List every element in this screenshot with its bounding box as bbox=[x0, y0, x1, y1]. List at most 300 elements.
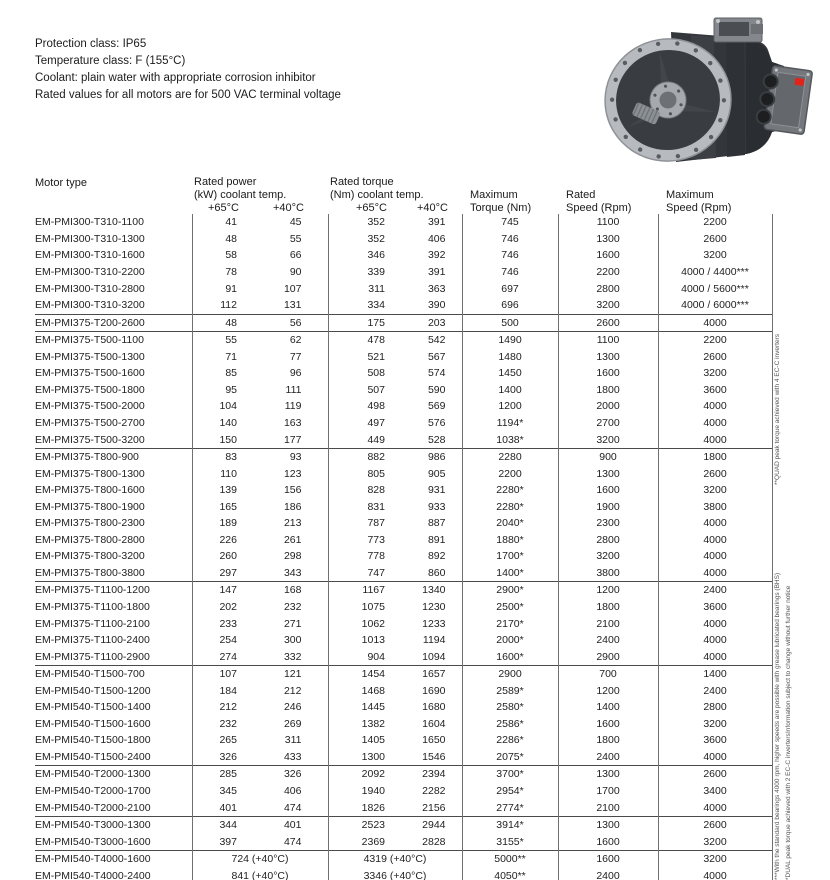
motor-type-cell: EM-PMI375-T200-2600 bbox=[35, 314, 192, 332]
table-row bbox=[35, 666, 772, 683]
motor-type-cell: EM-PMI375-T500-3200 bbox=[35, 433, 145, 446]
value-cell: 107 bbox=[283, 282, 302, 295]
value-cell: 311 bbox=[284, 734, 302, 747]
value-cell: 2156 bbox=[422, 801, 446, 814]
table-row bbox=[35, 732, 772, 749]
value-cell: 345 bbox=[192, 783, 247, 800]
motor-type-cell: EM-PMI540-T4000-2400 bbox=[35, 869, 151, 880]
value-cell: 497 bbox=[328, 415, 395, 432]
value-cell: 4000 bbox=[658, 432, 772, 449]
col-header-max-torque-1: Maximum bbox=[470, 188, 518, 201]
value-cell: 1194* bbox=[462, 415, 558, 432]
col-header-torque-40: +40°C bbox=[416, 201, 448, 214]
value-cell: 1075 bbox=[328, 599, 395, 616]
value-cell: 297 bbox=[192, 565, 247, 582]
value-cell: 2200 bbox=[658, 332, 772, 349]
value-cell: 449 bbox=[328, 432, 395, 449]
motor-type-cell: EM-PMI540-T1500-1400 bbox=[35, 701, 151, 714]
table-row bbox=[35, 314, 772, 332]
value-cell: 2900* bbox=[462, 582, 558, 599]
value-cell: 2828 bbox=[422, 835, 446, 848]
table-row bbox=[35, 281, 772, 298]
value-cell: 2586* bbox=[462, 716, 558, 733]
value-cell: 2589* bbox=[462, 683, 558, 700]
value-cell: 528 bbox=[427, 433, 446, 446]
value-cell: 2600 bbox=[658, 817, 772, 834]
col-header-rated-speed-2: Speed (Rpm) bbox=[566, 201, 632, 214]
value-cell: 1600 bbox=[558, 482, 658, 499]
value-cell: 177 bbox=[283, 433, 302, 446]
value-cell: 392 bbox=[427, 249, 446, 262]
table-row bbox=[35, 649, 772, 666]
table-row bbox=[35, 683, 772, 700]
value-cell: 905 bbox=[427, 467, 446, 480]
value-cell: 300 bbox=[283, 634, 302, 647]
value-cell: 3200 bbox=[658, 716, 772, 733]
value-cell: 2523 bbox=[328, 817, 395, 834]
value-cell: 1480 bbox=[462, 349, 558, 366]
value-cell: 1680 bbox=[422, 701, 446, 714]
value-cell: 773 bbox=[328, 532, 395, 549]
motor-type-cell: EM-PMI375-T800-3800 bbox=[35, 566, 145, 579]
value-cell: 326 bbox=[247, 766, 328, 783]
value-cell: 3600 bbox=[658, 732, 772, 749]
value-cell: 203 bbox=[395, 314, 462, 332]
value-cell: 2800 bbox=[558, 532, 658, 549]
value-cell: 71 bbox=[192, 349, 247, 366]
value-cell: 66 bbox=[289, 249, 302, 262]
value-cell: 2600 bbox=[558, 314, 658, 332]
value-cell: 269 bbox=[283, 717, 302, 730]
value-cell: 2000* bbox=[462, 632, 558, 649]
value-cell: 3200 bbox=[658, 834, 772, 851]
value-cell: 4000 / 4400*** bbox=[658, 264, 772, 281]
value-cell: 78 bbox=[192, 264, 247, 281]
value-cell: 724 (+40°C) bbox=[192, 851, 328, 868]
value-cell: 590 bbox=[427, 383, 446, 396]
value-cell: 696 bbox=[462, 297, 558, 314]
value-cell: 131 bbox=[283, 299, 302, 312]
table-row bbox=[35, 851, 772, 868]
value-cell: 93 bbox=[247, 449, 328, 466]
col-header-rated-speed-1: Rated bbox=[566, 188, 596, 201]
value-cell: 343 bbox=[283, 566, 302, 579]
value-cell: 1490 bbox=[462, 332, 558, 349]
value-cell: 478 bbox=[328, 332, 395, 349]
motor-type-cell: EM-PMI375-T1100-2100 bbox=[35, 617, 150, 630]
table-row bbox=[35, 783, 772, 800]
value-cell: 62 bbox=[247, 332, 328, 349]
value-cell: 2500* bbox=[462, 599, 558, 616]
value-cell: 2800 bbox=[558, 281, 658, 298]
value-cell: 1546 bbox=[422, 750, 446, 763]
value-cell: 567 bbox=[427, 350, 446, 363]
value-cell: 96 bbox=[289, 367, 302, 380]
value-cell: 4000 bbox=[658, 868, 772, 880]
motor-type-cell: EM-PMI375-T1100-1200 bbox=[35, 582, 192, 599]
motor-type-cell: EM-PMI540-T2000-1700 bbox=[35, 784, 151, 797]
value-cell: 887 bbox=[427, 517, 446, 530]
value-cell: 2286* bbox=[462, 732, 558, 749]
value-cell: 1400* bbox=[462, 565, 558, 582]
value-cell: 1657 bbox=[395, 666, 462, 683]
value-cell: 4000 bbox=[658, 548, 772, 565]
table-row bbox=[35, 382, 772, 399]
value-cell: 931 bbox=[427, 484, 446, 497]
table-row bbox=[35, 749, 772, 766]
motor-type-cell: EM-PMI375-T500-1600 bbox=[35, 367, 145, 380]
value-cell: 4000 bbox=[658, 314, 772, 332]
value-cell: 787 bbox=[328, 515, 395, 532]
col-header-power-40: +40°C bbox=[272, 201, 304, 214]
value-cell: 1600 bbox=[558, 716, 658, 733]
value-cell: 150 bbox=[192, 432, 247, 449]
table-row bbox=[35, 515, 772, 532]
value-cell: 1600 bbox=[558, 247, 658, 264]
value-cell: 226 bbox=[192, 532, 247, 549]
value-cell: 1700 bbox=[558, 783, 658, 800]
value-cell: 3200 bbox=[558, 432, 658, 449]
table-row bbox=[35, 532, 772, 549]
motor-type-cell: EM-PMI540-T3000-1300 bbox=[35, 817, 192, 834]
value-cell: 1300 bbox=[558, 349, 658, 366]
value-cell: 1038* bbox=[462, 432, 558, 449]
col-header-max-speed-2: Speed (Rpm) bbox=[666, 201, 732, 214]
motor-type-cell: EM-PMI375-T500-2000 bbox=[35, 400, 145, 413]
value-cell: 2092 bbox=[328, 766, 395, 783]
value-cell: 104 bbox=[192, 398, 247, 415]
value-cell: 346 bbox=[328, 247, 395, 264]
value-cell: 1600 bbox=[558, 851, 658, 868]
value-cell: 904 bbox=[328, 649, 395, 666]
motor-type-cell: EM-PMI300-T310-1100 bbox=[35, 216, 144, 229]
value-cell: 3200 bbox=[658, 365, 772, 382]
value-cell: 212 bbox=[283, 684, 302, 697]
motor-type-cell: EM-PMI540-T2000-1300 bbox=[35, 766, 192, 783]
value-cell: 500 bbox=[462, 314, 558, 332]
value-cell: 110 bbox=[192, 466, 247, 483]
value-cell: 474 bbox=[283, 801, 302, 814]
value-cell: 1600 bbox=[558, 834, 658, 851]
value-cell: 1800 bbox=[558, 599, 658, 616]
value-cell: 508 bbox=[328, 365, 395, 382]
value-cell: 860 bbox=[427, 566, 446, 579]
motor-type-cell: EM-PMI540-T1500-700 bbox=[35, 666, 192, 683]
table-row bbox=[35, 766, 772, 783]
value-cell: 119 bbox=[284, 400, 302, 413]
value-cell: 90 bbox=[289, 266, 302, 279]
value-cell: 85 bbox=[192, 365, 247, 382]
motor-type-cell: EM-PMI540-T4000-1600 bbox=[35, 851, 192, 868]
value-cell: 2200 bbox=[558, 264, 658, 281]
value-cell: 165 bbox=[192, 499, 247, 516]
value-cell: 274 bbox=[192, 649, 247, 666]
value-cell: 2400 bbox=[558, 749, 658, 766]
value-cell: 2800 bbox=[658, 699, 772, 716]
value-cell: 3155* bbox=[462, 834, 558, 851]
value-cell: 3400 bbox=[658, 783, 772, 800]
value-cell: 2282 bbox=[422, 784, 446, 797]
value-cell: 3200 bbox=[658, 851, 772, 868]
table-row bbox=[35, 868, 772, 880]
temperature-class-line: Temperature class: F (155°C) bbox=[35, 54, 186, 67]
value-cell: 745 bbox=[462, 214, 558, 231]
value-cell: 186 bbox=[283, 500, 302, 513]
motor-type-cell: EM-PMI375-T1100-2900 bbox=[35, 650, 150, 663]
value-cell: 3200 bbox=[558, 548, 658, 565]
value-cell: 260 bbox=[192, 548, 247, 565]
motor-type-cell: EM-PMI375-T500-1100 bbox=[35, 332, 192, 349]
footnote-information-subject: Information subject to change without further notice bbox=[785, 585, 792, 733]
value-cell: 2000 bbox=[558, 398, 658, 415]
value-cell: 189 bbox=[192, 515, 247, 532]
value-cell: 3914* bbox=[462, 817, 558, 834]
value-cell: 1880* bbox=[462, 532, 558, 549]
table-row bbox=[35, 231, 772, 248]
value-cell: 397 bbox=[192, 834, 247, 851]
table-row bbox=[35, 800, 772, 817]
value-cell: 1400 bbox=[462, 382, 558, 399]
value-cell: 498 bbox=[328, 398, 395, 415]
motor-type-cell: EM-PMI375-T800-2300 bbox=[35, 517, 145, 530]
table-row bbox=[35, 365, 772, 382]
value-cell: 1233 bbox=[422, 617, 446, 630]
value-cell: 233 bbox=[192, 616, 247, 633]
protection-class-line: Protection class: IP65 bbox=[35, 38, 147, 50]
value-cell: 1826 bbox=[328, 800, 395, 817]
value-cell: 2600 bbox=[658, 466, 772, 483]
value-cell: 4000 bbox=[658, 532, 772, 549]
value-cell: 4000 / 5600*** bbox=[658, 281, 772, 298]
value-cell: 390 bbox=[427, 299, 446, 312]
motor-type-cell: EM-PMI540-T1500-1200 bbox=[35, 684, 151, 697]
value-cell: 265 bbox=[192, 732, 247, 749]
value-cell: 521 bbox=[328, 349, 395, 366]
value-cell: 95 bbox=[192, 382, 247, 399]
value-cell: 2400 bbox=[658, 683, 772, 700]
value-cell: 213 bbox=[283, 517, 302, 530]
value-cell: 1800 bbox=[658, 449, 772, 466]
value-cell: 261 bbox=[283, 533, 302, 546]
value-cell: 111 bbox=[285, 383, 302, 396]
value-cell: 3200 bbox=[658, 482, 772, 499]
value-cell: 56 bbox=[247, 314, 328, 332]
table-row bbox=[35, 214, 772, 231]
value-cell: 339 bbox=[328, 264, 395, 281]
value-cell: 986 bbox=[395, 449, 462, 466]
motor-product-photo bbox=[596, 10, 816, 175]
value-cell: 91 bbox=[192, 281, 247, 298]
value-cell: 2200 bbox=[462, 466, 558, 483]
value-cell: 344 bbox=[192, 817, 247, 834]
motor-type-cell: EM-PMI375-T800-1300 bbox=[35, 467, 145, 480]
value-cell: 1094 bbox=[422, 650, 446, 663]
table-row bbox=[35, 834, 772, 851]
value-cell: 433 bbox=[283, 750, 302, 763]
col-header-max-torque-2: Torque (Nm) bbox=[470, 201, 532, 214]
motor-type-cell: EM-PMI375-T800-3200 bbox=[35, 550, 145, 563]
value-cell: 828 bbox=[328, 482, 395, 499]
value-cell: 841 (+40°C) bbox=[192, 868, 328, 880]
value-cell: 2700 bbox=[558, 415, 658, 432]
value-cell: 1454 bbox=[328, 666, 395, 683]
value-cell: 1468 bbox=[328, 683, 395, 700]
value-cell: 891 bbox=[427, 533, 446, 546]
value-cell: 1062 bbox=[328, 616, 395, 633]
value-cell: 406 bbox=[283, 784, 302, 797]
value-cell: 474 bbox=[283, 835, 302, 848]
value-cell: 933 bbox=[427, 500, 446, 513]
value-cell: 3700* bbox=[462, 766, 558, 783]
coolant-line: Coolant: plain water with appropriate corrosion inhibitor bbox=[35, 71, 316, 84]
value-cell: 4000 bbox=[658, 398, 772, 415]
value-cell: 1400 bbox=[558, 699, 658, 716]
table-row bbox=[35, 716, 772, 733]
value-cell: 831 bbox=[328, 499, 395, 516]
value-cell: 746 bbox=[462, 264, 558, 281]
value-cell: 168 bbox=[247, 582, 328, 599]
value-cell: 1604 bbox=[422, 717, 446, 730]
spec-table-body bbox=[35, 214, 772, 880]
value-cell: 140 bbox=[192, 415, 247, 432]
spec-summary bbox=[35, 36, 341, 104]
table-row bbox=[35, 398, 772, 415]
table-row bbox=[35, 432, 772, 449]
motor-spec-table bbox=[35, 176, 773, 880]
value-cell: 882 bbox=[328, 449, 395, 466]
value-cell: 778 bbox=[328, 548, 395, 565]
motor-type-cell: EM-PMI375-T800-1900 bbox=[35, 500, 145, 513]
table-row bbox=[35, 349, 772, 366]
value-cell: 2100 bbox=[558, 616, 658, 633]
value-cell: 4000 bbox=[658, 616, 772, 633]
value-cell: 2944 bbox=[395, 817, 462, 834]
value-cell: 232 bbox=[283, 600, 302, 613]
footnote-dual-peak-torque: *DUAL peak torque achieved with 2 EC-C inverters bbox=[785, 733, 792, 880]
value-cell: 1800 bbox=[558, 382, 658, 399]
value-cell: 2075* bbox=[462, 749, 558, 766]
value-cell: 746 bbox=[462, 231, 558, 248]
rated-values-line: Rated values for all motors are for 500 VAC terminal voltage bbox=[35, 88, 341, 101]
value-cell: 2200 bbox=[658, 214, 772, 231]
value-cell: 2600 bbox=[658, 766, 772, 783]
value-cell: 83 bbox=[192, 449, 247, 466]
table-row bbox=[35, 247, 772, 264]
value-cell: 1300 bbox=[558, 466, 658, 483]
value-cell: 1405 bbox=[328, 732, 395, 749]
value-cell: 285 bbox=[192, 766, 247, 783]
value-cell: 3600 bbox=[658, 382, 772, 399]
value-cell: 3200 bbox=[658, 247, 772, 264]
value-cell: 700 bbox=[558, 666, 658, 683]
motor-terminal-box bbox=[714, 18, 763, 42]
danfoss-red-logo bbox=[794, 78, 804, 86]
value-cell: 1300 bbox=[558, 766, 658, 783]
table-row bbox=[35, 415, 772, 432]
value-cell: 4000 bbox=[658, 749, 772, 766]
footnote-standard-bearings: ***With the standard bearings 4000 rpm, higher speeds are possible with grease lubricated bearings (BHS) bbox=[774, 572, 781, 880]
value-cell: 4000 bbox=[658, 565, 772, 582]
motor-type-cell: EM-PMI540-T1500-1800 bbox=[35, 734, 151, 747]
value-cell: 4319 (+40°C) bbox=[328, 851, 462, 868]
value-cell: 1194 bbox=[422, 634, 446, 647]
table-row bbox=[35, 297, 772, 314]
table-row bbox=[35, 548, 772, 565]
value-cell: 1700* bbox=[462, 548, 558, 565]
motor-type-cell: EM-PMI300-T310-1300 bbox=[35, 232, 145, 245]
value-cell: 41 bbox=[192, 214, 247, 231]
value-cell: 2280 bbox=[462, 449, 558, 466]
value-cell: 55 bbox=[289, 232, 302, 245]
value-cell: 48 bbox=[192, 314, 247, 332]
value-cell: 3346 (+40°C) bbox=[328, 868, 462, 880]
col-subheader-torque-unit: (Nm) coolant temp. bbox=[330, 188, 424, 201]
motor-type-cell: EM-PMI375-T500-1300 bbox=[35, 350, 145, 363]
motor-type-cell: EM-PMI375-T500-2700 bbox=[35, 416, 145, 429]
value-cell: 1382 bbox=[328, 716, 395, 733]
value-cell: 232 bbox=[192, 716, 247, 733]
value-cell: 1600* bbox=[462, 649, 558, 666]
value-cell: 363 bbox=[427, 282, 446, 295]
value-cell: 1400 bbox=[658, 666, 772, 683]
value-cell: 246 bbox=[283, 701, 302, 714]
value-cell: 1690 bbox=[422, 684, 446, 697]
value-cell: 332 bbox=[283, 650, 302, 663]
value-cell: 2400 bbox=[658, 582, 772, 599]
table-row bbox=[35, 499, 772, 516]
value-cell: 576 bbox=[427, 416, 446, 429]
table-row bbox=[35, 817, 772, 834]
value-cell: 1167 bbox=[328, 582, 395, 599]
value-cell: 4000 bbox=[658, 649, 772, 666]
value-cell: 254 bbox=[192, 632, 247, 649]
value-cell: 900 bbox=[558, 449, 658, 466]
value-cell: 401 bbox=[192, 800, 247, 817]
table-row bbox=[35, 632, 772, 649]
value-cell: 3200 bbox=[558, 297, 658, 314]
table-row bbox=[35, 466, 772, 483]
value-cell: 3800 bbox=[558, 565, 658, 582]
value-cell: 391 bbox=[427, 216, 446, 229]
value-cell: 1450 bbox=[462, 365, 558, 382]
value-cell: 1900 bbox=[558, 499, 658, 516]
value-cell: 1300 bbox=[558, 817, 658, 834]
table-row bbox=[35, 599, 772, 616]
value-cell: 147 bbox=[192, 582, 247, 599]
value-cell: 4000 / 6000*** bbox=[658, 297, 772, 314]
motor-type-cell: EM-PMI540-T1500-2400 bbox=[35, 750, 151, 763]
value-cell: 48 bbox=[192, 231, 247, 248]
value-cell: 746 bbox=[462, 247, 558, 264]
value-cell: 542 bbox=[395, 332, 462, 349]
value-cell: 352 bbox=[328, 214, 395, 231]
value-cell: 4000 bbox=[658, 800, 772, 817]
motor-type-cell: EM-PMI540-T3000-1600 bbox=[35, 835, 151, 848]
motor-type-cell: EM-PMI300-T310-1600 bbox=[35, 249, 145, 262]
value-cell: 892 bbox=[427, 550, 446, 563]
value-cell: 574 bbox=[427, 367, 446, 380]
col-subheader-power-unit: (kW) coolant temp. bbox=[194, 188, 287, 201]
value-cell: 163 bbox=[283, 416, 302, 429]
value-cell: 1600 bbox=[558, 365, 658, 382]
col-header-rated-torque: Rated torque bbox=[330, 176, 394, 188]
table-row bbox=[35, 565, 772, 582]
value-cell: 1200 bbox=[558, 683, 658, 700]
value-cell: 1230 bbox=[422, 600, 446, 613]
motor-type-cell: EM-PMI300-T310-3200 bbox=[35, 299, 145, 312]
spec-table-header bbox=[35, 176, 772, 214]
table-row bbox=[35, 699, 772, 716]
